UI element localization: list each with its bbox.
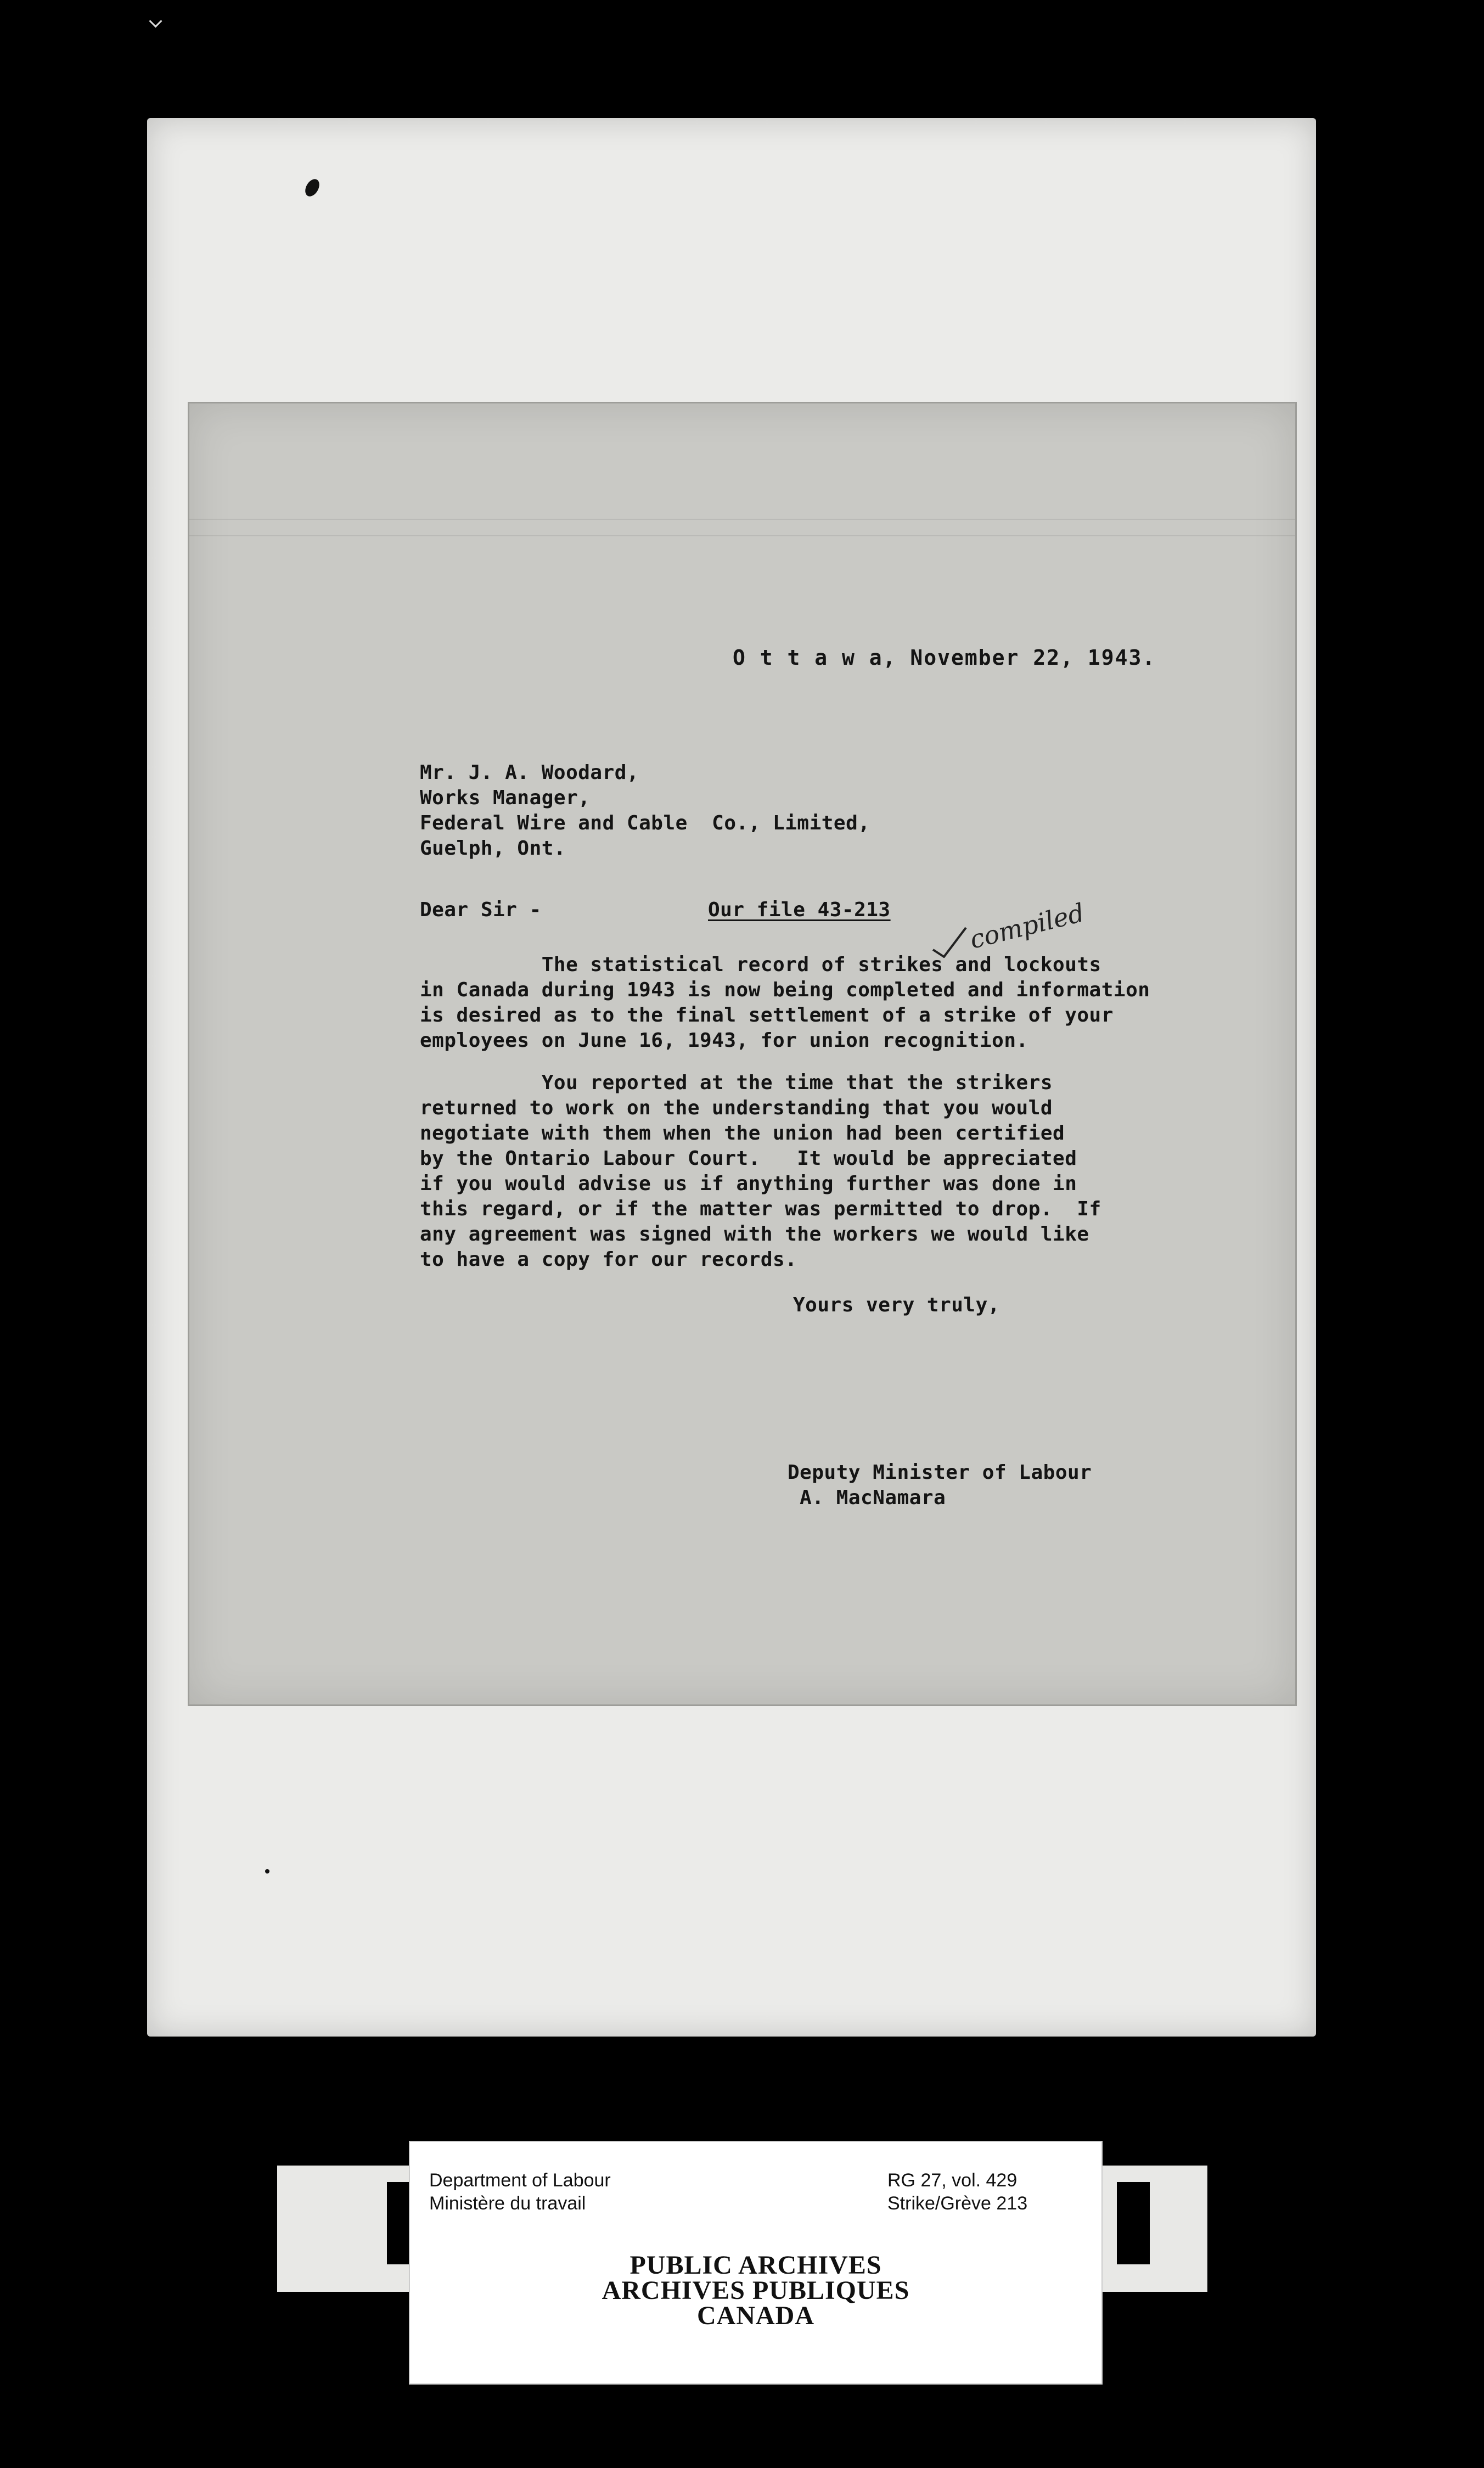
paper-rule — [189, 535, 1295, 536]
ink-speck — [302, 177, 322, 199]
strip-notch — [1117, 2182, 1150, 2264]
public-archives-en: PUBLIC ARCHIVES — [629, 2251, 882, 2280]
strike-number: Strike/Grève 213 — [887, 2193, 1028, 2214]
text-line: if you would advise us if anything further was done in — [420, 1173, 1077, 1195]
signature-line: Deputy Minister of Labour — [788, 1461, 1092, 1484]
text-line: negotiate with them when the union had been certified — [420, 1122, 1065, 1145]
paragraph-1 — [420, 952, 1150, 1053]
address-line: Works Manager, — [420, 787, 591, 809]
address-line: Federal Wire and Cable Co., Limited, — [420, 812, 870, 834]
department-en: Department of Labour — [429, 2170, 611, 2191]
signature-block — [788, 1460, 1092, 1511]
recipient-address — [420, 760, 870, 861]
text-line: this regard, or if the matter was permitted to drop. If — [420, 1198, 1101, 1220]
department-fr: Ministère du travail — [429, 2193, 586, 2214]
address-line: Mr. J. A. Woodard, — [420, 761, 639, 784]
text-line: to have a copy for our records. — [420, 1248, 797, 1271]
text-line: The statistical record of strikes and lockouts — [420, 953, 1101, 976]
typed-letter — [189, 403, 1295, 1704]
paragraph-2 — [420, 1070, 1101, 1272]
text-line: by the Ontario Labour Court. It would be appreciated — [420, 1147, 1077, 1170]
salutation: Dear Sir - — [420, 899, 542, 921]
text-line: returned to work on the understanding that you would — [420, 1097, 1053, 1119]
address-line: Guelph, Ont. — [420, 837, 566, 860]
text-line: any agreement was signed with the workers we would like — [420, 1223, 1089, 1246]
text-line: You reported at the time that the strikers — [420, 1072, 1053, 1094]
archive-label — [409, 2141, 1103, 2385]
text-line: in Canada during 1943 is now being completed and information — [420, 979, 1150, 1001]
signature-line: A. MacNamara — [788, 1487, 946, 1509]
paper-rule — [189, 519, 1295, 520]
text-line: employees on June 16, 1943, for union recognition. — [420, 1029, 1028, 1052]
file-reference: Our file 43-213 — [708, 899, 891, 921]
closing: Yours very truly, — [793, 1294, 1000, 1316]
film-corner-mark — [149, 14, 162, 27]
public-archives-fr: ARCHIVES PUBLIQUES — [602, 2276, 910, 2305]
text-line: is desired as to the final settlement of a strike of your — [420, 1004, 1114, 1027]
handwritten-note: compiled — [966, 898, 1087, 955]
ink-speck — [265, 1869, 269, 1874]
letter-date: O t t a w a, November 22, 1943. — [733, 646, 1156, 670]
country: CANADA — [697, 2301, 814, 2330]
record-group-reference: RG 27, vol. 429 — [887, 2170, 1018, 2191]
